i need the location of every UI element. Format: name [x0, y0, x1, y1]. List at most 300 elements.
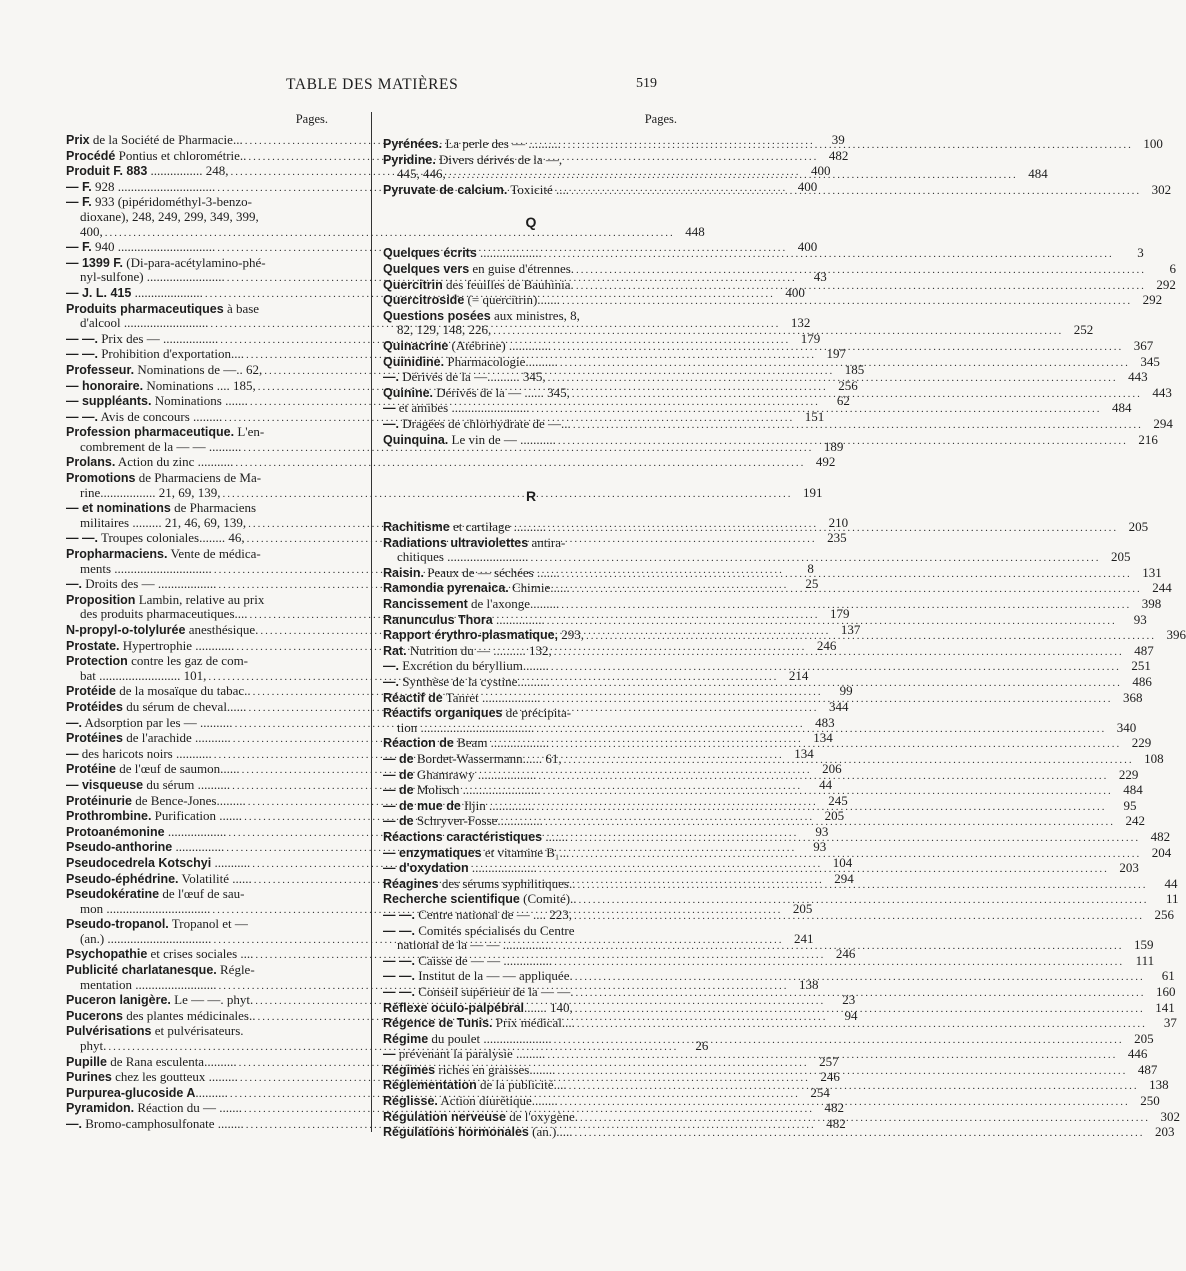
leader-dots — [575, 970, 1145, 985]
entry-text — [383, 969, 573, 984]
entry-heading: Protéides — [66, 699, 123, 714]
entry-line — [383, 1124, 1175, 1141]
leader-dots — [536, 800, 1106, 815]
entry-page: 132 — [790, 315, 811, 331]
entry-line — [66, 454, 836, 471]
entry-heading: Proposition — [66, 592, 136, 607]
entry-rest: Bromo-camphosulfonate ........ — [81, 1116, 244, 1131]
entry-line — [66, 195, 362, 210]
leader-dots — [538, 769, 1108, 784]
leader-dots — [571, 847, 1141, 862]
entry-text — [66, 302, 259, 317]
entry-heading: Quinidine. — [383, 354, 445, 369]
entry-page: 292 — [1156, 276, 1176, 292]
entry-line — [66, 917, 362, 932]
entry-text — [383, 783, 541, 798]
entry-heading: Régime — [383, 1031, 429, 1046]
leader-dots — [531, 402, 1101, 417]
entry-page: 396 — [1166, 627, 1186, 643]
entry-page: 400 — [811, 163, 831, 179]
entry-page: 340 — [1116, 719, 1137, 735]
entry-text — [66, 716, 233, 731]
entry-text — [383, 1016, 575, 1031]
entry-rest: prévenant la paralysie ......... — [395, 1046, 546, 1062]
entry-rest: ................... — [476, 245, 542, 261]
entry-text — [383, 183, 569, 198]
entry-heading: —. — [383, 370, 399, 385]
entry-page: 94 — [844, 1007, 858, 1023]
entry-text — [66, 654, 248, 669]
entry-page: 138 — [1149, 1077, 1169, 1093]
entry-heading: — —. — [383, 969, 415, 984]
leader-dots — [580, 1111, 1150, 1126]
entry-rest: Régle- — [216, 962, 255, 978]
entry-rest: ............... — [172, 839, 225, 855]
leader-dots — [571, 184, 1141, 199]
entry-rest: Prohibition d'exportation.... — [97, 346, 245, 362]
entry-page: 206 — [822, 761, 842, 777]
entry-page: 185 — [844, 361, 865, 377]
entry-text — [383, 768, 536, 783]
entry-page: 43 — [813, 269, 827, 285]
entry-page: 44 — [1164, 875, 1178, 891]
entry-page: 3 — [1137, 245, 1144, 261]
entry-heading: Pyrénées. — [383, 137, 443, 151]
entry-text — [383, 799, 534, 814]
entry-page: 302 — [1160, 1108, 1180, 1124]
entry-heading: — —. — [66, 531, 98, 546]
entry-page: 229 — [1118, 766, 1139, 782]
entry-rest: des plantes médicinales.. — [122, 1007, 256, 1023]
entry-page: 197 — [826, 346, 847, 362]
entry-page: 482 — [828, 147, 849, 163]
leader-dots — [572, 582, 1142, 597]
entry-page: 6 — [1169, 260, 1177, 276]
entry-heading: Ramondia pyrenaica. — [383, 581, 509, 596]
entry-page: 254 — [810, 1084, 830, 1100]
entry-heading: Rat. — [383, 643, 407, 658]
entry-page: 245 — [828, 792, 848, 808]
leader-dots — [569, 1079, 1139, 1094]
entry-page: 131 — [1142, 564, 1162, 580]
entry-heading: Réactif de — [383, 690, 443, 705]
entry-rest: Conseil supérieur de la — —. — [414, 983, 574, 999]
entry-line — [66, 256, 362, 271]
entry-page: 292 — [1142, 292, 1163, 308]
entry-rest: à base — [223, 300, 260, 316]
entry-rest: Tropanol et — — [168, 916, 248, 932]
entry-rest: .................... — [468, 860, 537, 876]
entry-rest: Synthèse de la cystine.......... — [398, 674, 550, 690]
leader-dots — [572, 387, 1142, 402]
entry-rest: Volatilité ...... — [178, 870, 252, 886]
entry-heading: Pyridine. — [383, 152, 436, 167]
entry-rest: de précipita- — [502, 705, 572, 721]
entry-heading: — de — [383, 752, 414, 766]
entry-text — [383, 386, 570, 401]
entry-rest: ..................... — [131, 284, 203, 300]
entry-heading: — enzymatiques — [383, 845, 482, 860]
entry-heading: —. — [66, 715, 82, 730]
leader-dots — [554, 645, 1124, 660]
entry-rest: Avis de concours ......... — [97, 408, 223, 424]
entry-rest: Le vin de — ........... — [448, 431, 556, 447]
entry-heading: Purpurea-glucoside A — [66, 1085, 196, 1100]
entry-line — [66, 593, 362, 608]
entry-heading: Ranunculus Thora — [383, 612, 493, 627]
leader-dots — [547, 1048, 1117, 1063]
entry-rest: Prix médical.... — [492, 1015, 575, 1031]
entry-rest: de la publicité.... — [476, 1077, 567, 1093]
entry-page: 492 — [815, 454, 836, 470]
entry-page: 251 — [1131, 658, 1151, 674]
entry-rest: 293, — [558, 627, 585, 643]
entry-rest: des haricots noirs ........... — [78, 745, 212, 761]
entry-page: 93 — [1133, 611, 1147, 627]
entry-page: 443 — [1152, 384, 1172, 400]
entry-text — [66, 623, 258, 638]
entry-rest: et pulvérisateurs. — [151, 1023, 244, 1039]
entry-heading: Prothrombine. — [66, 809, 152, 824]
continuation-text: mon ................................ — [80, 900, 211, 916]
entry-text — [66, 639, 234, 654]
entry-heading: Protéine — [66, 762, 117, 777]
entry-rest: Caisse de — — ............... — [414, 952, 553, 968]
entry-heading: — de — [383, 767, 414, 782]
entry-rest: du sérum de cheval...... — [122, 698, 247, 714]
entry-heading: Publicité charlatanesque. — [66, 963, 217, 978]
continuation-text: combrement de la — — .......... — [80, 438, 242, 454]
entry-heading: — —. — [66, 331, 98, 346]
entry-text — [66, 762, 240, 777]
entry-heading: — et nominations — [66, 501, 171, 516]
entry-heading: — de mue de — [383, 798, 461, 813]
entry-page: 229 — [1131, 735, 1152, 751]
leader-dots — [448, 168, 1018, 183]
entry-page: 62 — [836, 393, 850, 409]
entry-text — [66, 471, 261, 486]
entry-heading: Protéide — [66, 684, 117, 699]
entry-text — [383, 908, 572, 923]
leader-dots — [554, 1033, 1124, 1048]
entry-page: 210 — [828, 514, 849, 530]
entry-text — [66, 363, 262, 378]
entry-page: 367 — [1133, 337, 1154, 353]
running-head — [0, 76, 800, 100]
entry-rest: Dragées de chlorhydrate de —... — [398, 415, 571, 431]
entry-text — [383, 954, 552, 969]
entry-heading: Pyramidon. — [66, 1101, 135, 1116]
entry-heading: Pseudo-éphédrine. — [66, 871, 179, 886]
entry-heading: Produits pharmaceutiques — [66, 301, 224, 316]
entry-rest: et amibes ........................ — [395, 400, 530, 416]
leader-dots — [558, 434, 1128, 449]
continuation-text: national de la — — ............... — [397, 937, 552, 953]
continuation-text: tion ................................... — [397, 719, 535, 735]
entry-text — [66, 256, 266, 271]
leader-dots — [577, 1017, 1147, 1032]
entry-text — [66, 240, 215, 255]
entry-heading: — F. — [66, 179, 92, 194]
entry-text — [66, 547, 261, 562]
entry-page: 204 — [1151, 844, 1172, 860]
entry-page: 443 — [1128, 369, 1148, 385]
entry-rest: Dérivés de la —.......... 345, — [398, 369, 546, 385]
entry-rest: Dérivés de la — ...... 345, — [433, 384, 570, 400]
entry-text — [66, 947, 253, 962]
entry-rest: Nutrition du — .......... 132, — [406, 642, 552, 658]
leader-dots — [560, 1095, 1130, 1110]
entry-page: 246 — [820, 1069, 840, 1085]
entry-heading: Réflexe oculo-palpébral — [383, 1000, 525, 1015]
entry-page: 482 — [826, 1116, 846, 1131]
entry-text — [383, 581, 570, 596]
leader-dots — [543, 692, 1113, 707]
entry-continuation — [383, 549, 1131, 566]
entry-rest: de Pharmaciens de Ma- — [135, 470, 262, 486]
leader-dots — [562, 567, 1132, 582]
entry-page: 256 — [838, 377, 858, 393]
entry-line — [66, 963, 362, 978]
entry-heading: Pseudo-anthorine — [66, 840, 173, 855]
continuation-text: mentation ......................... — [80, 976, 217, 992]
entry-rest: L'en- — [234, 424, 265, 440]
entry-rest: Centre national de — .... 223, — [414, 906, 573, 922]
continuation-text: 445, 446, — [397, 166, 446, 182]
entry-rest: ....... 140, — [524, 999, 573, 1015]
entry-text — [66, 1009, 255, 1024]
entry-line — [66, 887, 362, 902]
entry-heading: —. — [66, 577, 82, 592]
entry-continuation — [66, 484, 823, 502]
entry-heading: Réglementation — [383, 1078, 477, 1093]
section-letter-r: R — [525, 488, 537, 505]
entry-line — [66, 501, 362, 516]
entry-text — [383, 861, 537, 876]
entry-page: 134 — [794, 745, 814, 761]
leader-dots — [543, 784, 1113, 799]
entry-heading: Quercitrin — [383, 277, 443, 292]
entry-rest: anesthésique. — [185, 622, 259, 637]
entry-text — [383, 691, 541, 706]
entry-line — [66, 547, 362, 562]
index-entry — [383, 564, 1162, 582]
entry-heading: — honoraire. — [66, 378, 144, 393]
entry-rest: de l'arachide ........... — [122, 730, 231, 746]
entry-heading: Raisin. — [383, 565, 424, 580]
entry-rest: Vente de médica- — [167, 546, 261, 562]
entry-text — [383, 736, 549, 751]
entry-rest: Le — —. phyt. — [170, 992, 254, 1008]
entry-heading: Prix — [66, 133, 90, 147]
entry-page: 141 — [1155, 999, 1175, 1015]
entry-line — [66, 714, 835, 732]
pages-label: Pages. — [295, 112, 328, 126]
entry-text — [66, 531, 245, 546]
entry-text — [66, 593, 264, 608]
entry-text — [383, 1063, 555, 1078]
entry-page: 23 — [842, 992, 856, 1008]
entry-page: 39 — [831, 132, 845, 147]
entry-text — [66, 501, 256, 516]
leader-dots — [553, 340, 1123, 355]
entry-heading: Quelques vers — [383, 261, 470, 276]
entry-text — [383, 370, 546, 385]
entry-heading: Rapport érythro-plasmatique, — [383, 628, 559, 643]
entry-heading: Réactions caractéristiques — [383, 829, 543, 844]
entry-heading: Rancissement — [383, 597, 468, 612]
continuation-text: nyl-sulfone) ........................ — [80, 269, 225, 285]
entry-line — [66, 654, 362, 669]
entry-line — [383, 536, 679, 551]
entry-continuation — [66, 210, 362, 225]
entry-rest: Beam .................. — [453, 735, 550, 751]
entry-page: 482 — [1150, 828, 1171, 844]
entry-line — [66, 425, 362, 440]
entry-line — [383, 309, 679, 324]
entry-heading: N-propyl-o-tolylurée — [66, 623, 186, 637]
entry-page: 104 — [832, 854, 853, 870]
entry-page: 246 — [816, 637, 837, 653]
entry-heading: — —. — [383, 923, 415, 938]
entry-rest: Nominations de —.. 62, — [134, 361, 263, 377]
entry-heading: — — [383, 401, 396, 416]
entry-text — [66, 963, 255, 978]
entry-page: 159 — [1134, 937, 1154, 953]
continuation-text: des produits pharmaceutiques.... — [80, 606, 248, 622]
entry-rest: Hypertrophie ............ — [119, 637, 235, 653]
entry-page: 189 — [823, 438, 844, 454]
entry-page: 244 — [1152, 580, 1172, 596]
entry-heading: Pucerons — [66, 1008, 123, 1023]
entry-text — [383, 675, 550, 690]
entry-page: 205 — [1110, 549, 1131, 565]
entry-heading: Quercitroside — [383, 293, 465, 308]
page-number: 519 — [636, 76, 657, 91]
entry-rest: du sérum .......... — [143, 776, 231, 792]
entry-line — [66, 302, 362, 317]
entry-heading: Quinine. — [383, 385, 433, 400]
entry-page: 345 — [1140, 353, 1160, 369]
entry-heading: —. — [383, 659, 399, 674]
continuation-text: d'alcool .......................... — [80, 315, 209, 331]
entry-text — [383, 628, 584, 643]
entry-page: 400 — [785, 284, 805, 300]
entry-page: 138 — [799, 976, 819, 992]
entry-heading: Protection — [66, 654, 128, 669]
entry-rest: aux ministres, 8, — [490, 307, 580, 323]
entry-heading: —. — [66, 1117, 82, 1131]
entry-heading: Radiations ultraviolettes — [383, 535, 529, 550]
entry-heading: Propharmaciens. — [66, 547, 168, 562]
entry-heading: Pulvérisations — [66, 1024, 152, 1039]
entry-text — [383, 613, 545, 628]
entry-text — [383, 137, 561, 152]
entry-heading: Réactifs organiques — [383, 706, 503, 721]
entry-page: 205 — [1128, 519, 1149, 535]
entry-line — [383, 706, 679, 721]
entry-text — [66, 856, 250, 871]
entry-page: 214 — [788, 667, 809, 683]
entry-text — [383, 597, 559, 612]
entry-page: 95 — [1123, 797, 1137, 813]
entry-line — [66, 1024, 362, 1039]
entry-page: 99 — [839, 683, 853, 699]
entry-text — [383, 644, 552, 659]
entry-heading: — —. — [383, 953, 415, 968]
entry-page: 252 — [1073, 322, 1094, 338]
entry-heading: — — [383, 1047, 396, 1062]
entry-rest: et vitamine B₁... — [481, 844, 570, 860]
leader-dots — [573, 418, 1143, 433]
entry-heading: Régulations hormonales — [383, 1125, 529, 1140]
entry-line — [383, 564, 1162, 582]
entry-rest: ....... — [542, 828, 569, 844]
entry-rest: de l'œuf de saumon...... — [116, 761, 240, 777]
entry-text — [383, 339, 551, 354]
leader-dots — [560, 356, 1130, 371]
index-entry — [66, 470, 823, 501]
entry-line — [383, 924, 679, 939]
entry-heading: — —. — [66, 409, 98, 424]
entry-text — [66, 347, 244, 362]
entry-heading: Puceron lanigère. — [66, 993, 171, 1008]
entry-heading: Pupille — [66, 1054, 107, 1069]
entry-heading: Questions posées — [383, 308, 491, 323]
entry-rest: Nominations ....... — [151, 393, 248, 409]
entry-page: 179 — [830, 606, 850, 622]
entry-page: 250 — [1140, 1093, 1160, 1109]
entry-page: 216 — [1138, 431, 1158, 447]
leader-dots — [563, 138, 1133, 153]
entry-rest: Action diurétique........ — [437, 1093, 558, 1109]
entry-heading: — —. — [66, 347, 98, 362]
entry-page: 151 — [804, 408, 825, 424]
entry-page: 93 — [815, 823, 829, 839]
entry-rest: Divers dérivés de la —, — [435, 151, 563, 167]
entry-page: 398 — [1141, 596, 1162, 612]
entry-text — [66, 778, 230, 793]
entry-rest: .................. — [164, 823, 227, 839]
entry-page: 484 — [1111, 400, 1132, 416]
section-letter-q: Q — [525, 214, 537, 231]
continuation-text: bat ......................... 101, — [80, 667, 207, 683]
entry-text — [66, 164, 229, 179]
entry-heading: Profession pharmaceutique. — [66, 425, 235, 440]
entry-text — [66, 180, 215, 195]
entry-rest: Excrétion du béryllium........ — [398, 658, 549, 674]
entry-page: 25 — [805, 576, 819, 592]
entry-rest: Réaction du — ....... — [134, 1100, 243, 1116]
entry-text — [383, 1047, 545, 1062]
entry-text — [383, 1001, 573, 1016]
entry-text — [66, 825, 226, 840]
entry-rest: du poulet ..................... — [428, 1030, 552, 1046]
entry-heading: —. — [383, 675, 399, 690]
entry-heading: Pyruvate de calcium. — [383, 182, 508, 197]
leader-dots — [575, 1126, 1145, 1141]
entry-text — [66, 1117, 244, 1132]
entry-heading: Régimes — [383, 1062, 436, 1077]
entry-rest: et crises sociales .... — [147, 946, 254, 962]
entry-rest: de Pharmaciens — [170, 500, 257, 516]
entry-page: 235 — [827, 530, 847, 546]
entry-heading: — J. L. 415 — [66, 285, 132, 300]
entry-page: 205 — [1134, 1030, 1154, 1046]
entry-page: 100 — [1143, 136, 1163, 151]
entry-line — [383, 153, 679, 168]
entry-rest: Molisch ........................ — [413, 782, 541, 798]
